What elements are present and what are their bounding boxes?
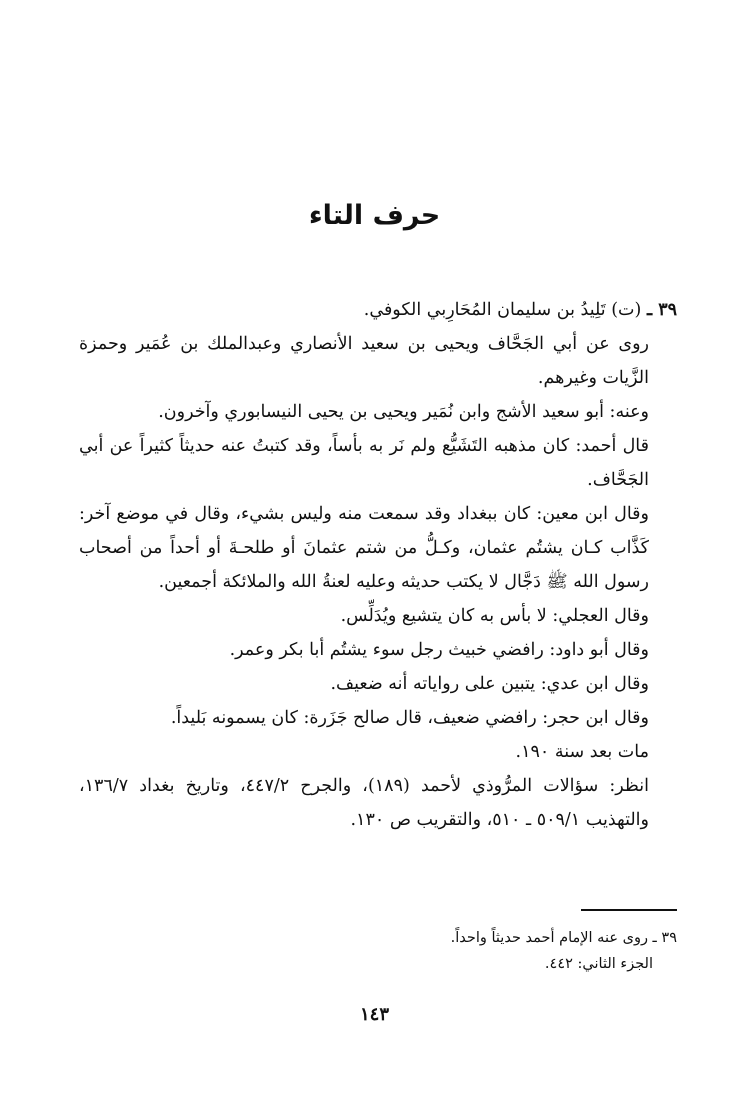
paragraph-narrated-by: وعنه: أبو سعيد الأشج وابن نُمَير ويحيى بن يحيى النيسابوري وآخرون. — [158, 402, 649, 422]
paragraph-narrated-from: روى عن أبي الجَحَّاف ويحيى بن سعيد الأنصاري وعبدالملك بن عُمَير وحمزة الزَّيات وغيرهم. — [79, 334, 649, 388]
entry-title: (ت) تَلِيدُ بن سليمان المُحَارِبي الكوفي. — [363, 300, 642, 320]
entry-header — [79, 293, 677, 327]
paragraph-ijli: وقال العجلي: لا بأس به كان يتشيع ويُدَلِّس. — [340, 606, 649, 626]
footnote-2: الجزء الثاني: ٤٤٢. — [544, 956, 653, 972]
entry-body — [79, 293, 677, 837]
paragraph-abu-dawud: وقال أبو داود: رافضي خبيث رجل سوء يشتُم أبا بكر وعمر. — [229, 640, 649, 660]
paragraph-ahmad: قال أحمد: كان مذهبه التَشَيُّع ولم نَر به بأساً، وقد كتبتُ عنه حديثاً كثيراً عن أبي الجَحَّاف. — [79, 436, 649, 490]
footnote-1: ٣٩ ـ روى عنه الإمام أحمد حديثاً واحداً. — [450, 930, 677, 946]
chapter-heading: حرف التاء — [308, 200, 441, 231]
footnote-divider — [581, 909, 677, 911]
footnotes — [79, 925, 677, 977]
entry-number: ٣٩ ـ — [646, 300, 677, 320]
page-number: ١٤٣ — [359, 1004, 389, 1025]
paragraph-ibn-main: وقال ابن معين: كان ببغداد وقد سمعت منه وليس بشيء، وقال في موضع آخر: كَذَّاب كـان يشتُم عثمان، وكـلُّ من شتم عثمانَ أو طلحـةَ أو أحداً من أصحاب رسول الله ﷺ دَجَّال لا يكتب حديثه وعليه لعنةُ الله والملائكة أجمعين. — [79, 504, 649, 592]
paragraph-references: انظر: سؤالات المرُّوذي لأحمد (١٨٩)، والجرح ٤٤٧/٢، وتاريخ بغداد ١٣٦/٧، والتهذيب ٥٠٩/١ ـ ٥١٠، والتقريب ص ١٣٠. — [79, 776, 650, 830]
paragraph-ibn-hajar: وقال ابن حجر: رافضي ضعيف، قال صالح جَزَرة: كان يسمونه بَليداً. — [170, 708, 649, 728]
paragraph-ibn-adi: وقال ابن عدي: يتبين على رواياته أنه ضعيف. — [330, 674, 649, 694]
paragraph-death: مات بعد سنة ١٩٠. — [515, 742, 649, 762]
